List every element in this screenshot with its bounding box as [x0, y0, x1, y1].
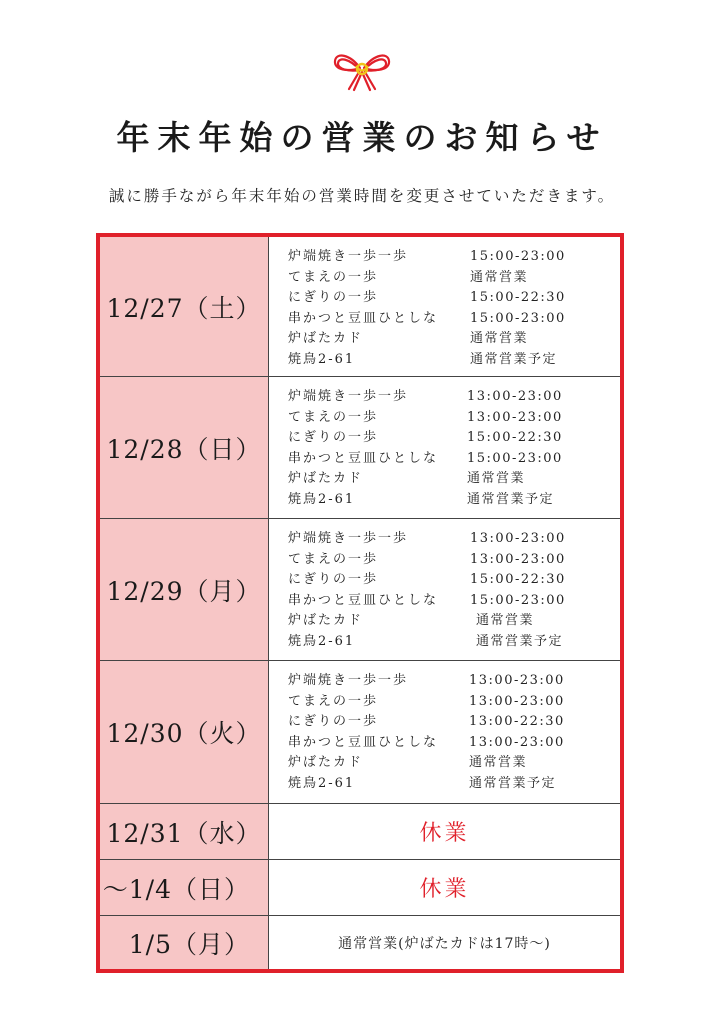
date-label: 1/5（月） — [100, 916, 268, 969]
venue-name: 炉ばたカド — [288, 471, 364, 486]
schedule-row — [100, 518, 620, 660]
schedule-row — [100, 660, 620, 803]
venue-name: にぎりの一歩 — [288, 572, 379, 587]
date-label: 12/30（火） — [100, 661, 268, 803]
date-label: ～1/4（日） — [100, 860, 268, 915]
venue-name: 焼鳥2-61 — [288, 491, 356, 507]
page-title: 年末年始の営業のお知らせ — [116, 118, 608, 157]
venue-name: 焼鳥2-61 — [288, 351, 356, 367]
venue-hours: 13:00-23:00 — [467, 409, 563, 425]
venue-hours: 通常営業予定 — [470, 351, 558, 367]
closed-label: 休業 — [419, 877, 470, 902]
venue-list — [268, 377, 620, 518]
venue-name: にぎりの一歩 — [288, 430, 379, 445]
venue-hours: 13:00-23:00 — [470, 551, 566, 567]
venue-hours: 13:00-23:00 — [467, 389, 563, 404]
schedule-row — [100, 915, 620, 969]
venue-hours: 通常営業 — [470, 269, 529, 285]
venue-hours: 通常営業 — [470, 331, 529, 346]
venue-list — [268, 519, 620, 660]
venue-name: にぎりの一歩 — [288, 714, 379, 729]
venue-name: 炉ばたカド — [288, 755, 364, 770]
venue-name: 串かつと豆皿ひとしな — [288, 734, 439, 750]
venue-name: 焼鳥2-61 — [288, 775, 356, 791]
venue-hours: 15:00-22:30 — [470, 572, 566, 587]
closed-cell — [268, 860, 620, 915]
venue-hours: 通常営業予定 — [467, 491, 555, 507]
mizuhiki-knot-icon — [332, 48, 392, 92]
venue-name: 炉ばたカド — [288, 331, 364, 346]
date-label: 12/27（土） — [100, 237, 268, 376]
venue-hours: 通常営業予定 — [469, 775, 557, 791]
venue-name: にぎりの一歩 — [288, 290, 379, 305]
venue-hours: 15:00-22:30 — [467, 430, 563, 445]
schedule-row — [100, 803, 620, 859]
venue-name: 炉端焼き一歩一歩 — [288, 249, 409, 264]
venue-name: 串かつと豆皿ひとしな — [288, 450, 439, 466]
venue-name: てまえの一歩 — [288, 269, 379, 285]
venue-hours: 13:00-23:00 — [469, 673, 565, 688]
venue-name: 串かつと豆皿ひとしな — [288, 592, 439, 608]
schedule-row — [100, 376, 620, 518]
venue-hours: 13:00-22:30 — [469, 714, 565, 729]
venue-name: てまえの一歩 — [288, 693, 379, 709]
venue-hours: 15:00-22:30 — [470, 290, 566, 305]
venue-hours: 15:00-23:00 — [470, 249, 566, 264]
closed-label: 休業 — [419, 821, 470, 846]
venue-name: てまえの一歩 — [288, 409, 379, 425]
venue-name: 炉ばたカド — [288, 613, 364, 628]
date-label: 12/28（日） — [100, 377, 268, 518]
venue-name: 焼鳥2-61 — [288, 633, 356, 649]
venue-name: 炉端焼き一歩一歩 — [288, 673, 409, 688]
venue-hours: 15:00-23:00 — [470, 592, 566, 608]
venue-list — [268, 237, 620, 376]
venue-hours: 通常営業 — [467, 471, 526, 486]
note-cell — [268, 916, 620, 969]
venue-name: 炉端焼き一歩一歩 — [288, 531, 409, 546]
date-label: 12/31（水） — [100, 804, 268, 859]
venue-hours: 通常営業 — [469, 755, 528, 770]
venue-hours: 13:00-23:00 — [470, 531, 566, 546]
venue-list — [268, 661, 620, 803]
venue-name: 炉端焼き一歩一歩 — [288, 389, 409, 404]
regular-hours-note: 通常営業(炉ばたカドは17時～) — [338, 935, 551, 952]
venue-name: 串かつと豆皿ひとしな — [288, 310, 439, 326]
venue-hours: 13:00-23:00 — [469, 734, 565, 750]
schedule-table — [96, 233, 624, 973]
schedule-row — [100, 859, 620, 915]
schedule-row — [100, 237, 620, 376]
venue-hours: 13:00-23:00 — [469, 693, 565, 709]
date-label: 12/29（月） — [100, 519, 268, 660]
venue-hours: 15:00-23:00 — [467, 450, 563, 466]
venue-name: てまえの一歩 — [288, 551, 379, 567]
closed-cell — [268, 804, 620, 859]
venue-hours: 15:00-23:00 — [470, 310, 566, 326]
notice-subtitle: 誠に勝手ながら年末年始の営業時間を変更させていただきます。 — [108, 187, 616, 205]
venue-hours: 通常営業 — [476, 613, 535, 628]
venue-hours: 通常営業予定 — [476, 633, 564, 649]
